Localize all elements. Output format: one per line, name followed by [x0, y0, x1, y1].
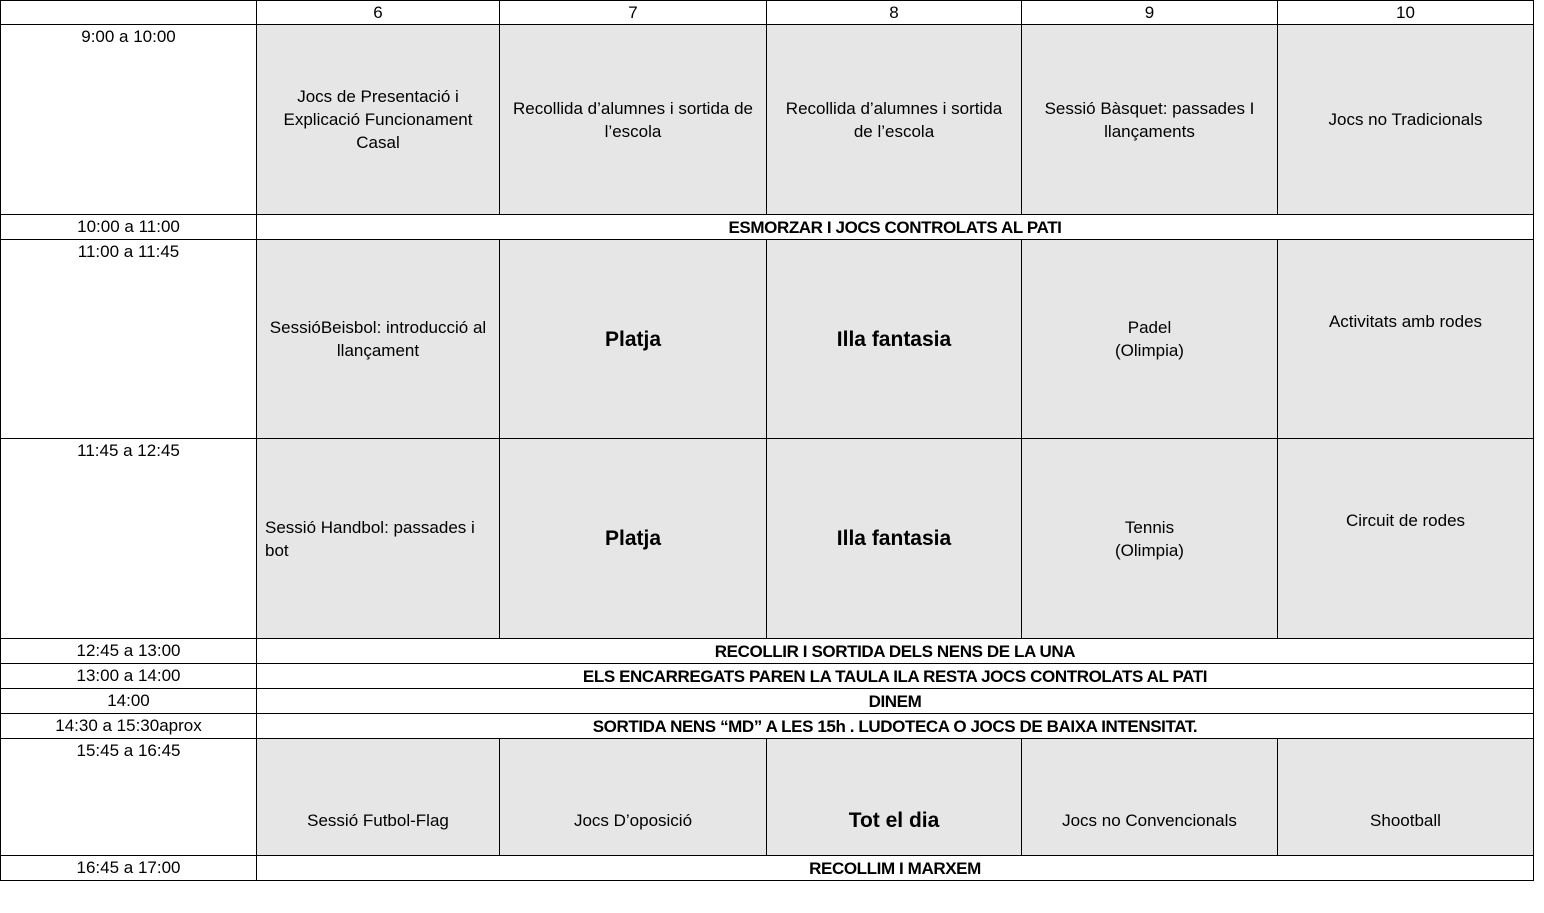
- time-slot: 10:00 a 11:00: [1, 215, 257, 240]
- time-slot: 13:00 a 14:00: [1, 664, 257, 689]
- activity-cell: Illa fantasia: [767, 439, 1022, 639]
- activity-cell: Jocs D’oposició: [500, 739, 767, 856]
- schedule-row: [1, 856, 1534, 881]
- activity-cell: [1022, 240, 1278, 439]
- full-width-activity: DINEM: [257, 689, 1534, 714]
- activity-location: (Olimpia): [1115, 341, 1184, 360]
- time-slot: 16:45 a 17:00: [1, 856, 257, 881]
- activity-title: Tennis: [1124, 517, 1175, 537]
- day-header: 9: [1022, 1, 1278, 25]
- activity-cell: Sessió Handbol: passades i bot: [257, 439, 500, 639]
- activity-cell: Circuit de rodes: [1278, 439, 1534, 639]
- time-slot: 11:45 a 12:45: [1, 439, 257, 639]
- activity-cell: Sessió Futbol-Flag: [257, 739, 500, 856]
- full-width-activity: RECOLLIM I MARXEM: [257, 856, 1534, 881]
- time-slot: 12:45 a 13:00: [1, 639, 257, 664]
- activity-cell: Jocs no Tradicionals: [1278, 25, 1534, 215]
- header-corner-cell: [1, 1, 257, 25]
- full-width-activity: RECOLLIR I SORTIDA DELS NENS DE LA UNA: [257, 639, 1534, 664]
- activity-location: (Olimpia): [1115, 540, 1184, 560]
- day-header: 8: [767, 1, 1022, 25]
- activity-cell: Recollida d’alumnes i sortida de l’escola: [767, 25, 1022, 215]
- activity-cell: Sessió Bàsquet: passades I llançaments: [1022, 25, 1278, 215]
- activity-cell: Illa fantasia: [767, 240, 1022, 439]
- activity-cell: Recollida d’alumnes i sortida de l’escola: [500, 25, 767, 215]
- activity-cell: Shootball: [1278, 739, 1534, 856]
- time-slot: 11:00 a 11:45: [1, 240, 257, 439]
- day-header: 6: [257, 1, 500, 25]
- schedule-row: [1, 739, 1534, 856]
- full-width-activity: ELS ENCARREGATS PAREN LA TAULA ILA RESTA JOCS CONTROLATS AL PATI: [257, 664, 1534, 689]
- activity-title: Padel: [1127, 318, 1172, 337]
- time-slot: 9:00 a 10:00: [1, 25, 257, 215]
- full-width-activity: ESMORZAR I JOCS CONTROLATS AL PATI: [257, 215, 1534, 240]
- activity-cell: Tot el dia: [767, 739, 1022, 856]
- activity-cell: Jocs no Convencionals: [1022, 739, 1278, 856]
- header-row: [1, 1, 1534, 25]
- schedule-row: [1, 240, 1534, 439]
- activity-cell: Platja: [500, 240, 767, 439]
- schedule-row: [1, 25, 1534, 215]
- time-slot: 15:45 a 16:45: [1, 739, 257, 856]
- schedule-row: [1, 639, 1534, 664]
- schedule-row: [1, 215, 1534, 240]
- time-slot: 14:30 a 15:30aprox: [1, 714, 257, 739]
- time-slot: 14:00: [1, 689, 257, 714]
- full-width-activity: SORTIDA NENS “MD” A LES 15h . LUDOTECA O JOCS DE BAIXA INTENSITAT.: [257, 714, 1534, 739]
- activity-cell: Platja: [500, 439, 767, 639]
- day-header: 10: [1278, 1, 1534, 25]
- activity-cell: Activitats amb rodes: [1278, 240, 1534, 439]
- activity-cell: SessióBeisbol: introducció al llançament: [257, 240, 500, 439]
- schedule-row: [1, 439, 1534, 639]
- schedule-row: [1, 714, 1534, 739]
- activity-cell: Jocs de Presentació i Explicació Funcionament Casal: [257, 25, 500, 215]
- activity-cell: [1022, 439, 1278, 639]
- schedule-row: [1, 664, 1534, 689]
- schedule-row: [1, 689, 1534, 714]
- day-header: 7: [500, 1, 767, 25]
